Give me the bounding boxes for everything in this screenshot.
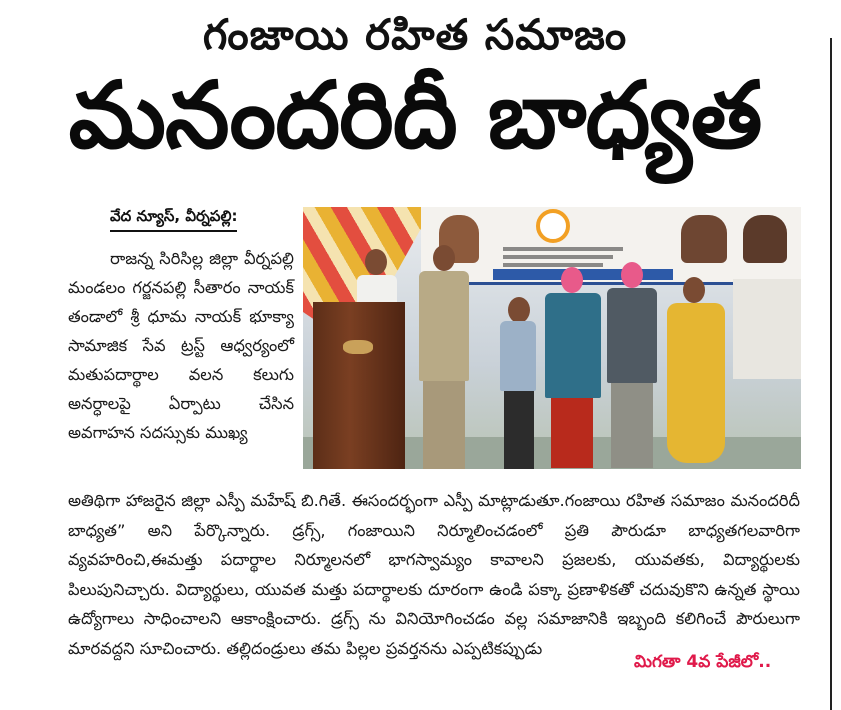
column-divider (830, 38, 832, 710)
headline: మనందరిదీ బాధ్యత (68, 62, 762, 169)
dateline: వేద న్యూస్, వీర్నపల్లి: (110, 207, 237, 232)
event-banner (421, 207, 801, 285)
guest-of-honour-board (733, 279, 801, 379)
trust-logo (536, 209, 570, 243)
event-photo (303, 207, 801, 469)
banner-portrait (681, 215, 727, 263)
article-body-text: అతిథిగా హాజరైన జిల్లా ఎస్పీ మహేష్ బి.గితే. ఈసందర్భంగా ఎస్పీ మాట్లాడుతూ.గంజాయి రహిత సమాజం మనందరిదీ బాధ్యత” అని పేర్కొన్నారు. డ్రగ్స్, గంజాయిని నిర్మూలించడంలో ప్రతి పౌరుడూ బాధ్యతగలవారిగా వ్యవహరించి,ఈమత్తు పదార్థాల నిర్మూలనలో భాగస్వామ్యం కావాలని ప్రజలకు, యువతకు, విద్యార్థులకు పిలుపునిచ్చారు. విద్యార్థులు, యువత మత్తు పదార్థాలకు దూరంగా ఉండి పక్కా ప్రణాళికతో చదువుకొని ఉన్నత స్థాయి ఉద్యోగాలు సాధించాలని ఆకాంక్షించారు. డ్రగ్స్ ను వినియోగించడం వల్ల సమాజానికి ఇబ్బంది కలిగించే పౌరులుగా మారవద్దని సూచించారు. తల్లిదండ్రులు తమ పిల్లల ప్రవర్తనను ఎప్పటికప్పుడు (68, 491, 800, 658)
podium (313, 302, 405, 469)
continued-on-page: మిగతా 4వ పేజీలో.. (634, 652, 772, 672)
headline-kicker: గంజాయి రహిత సమాజం (202, 10, 628, 59)
banner-portrait (743, 215, 787, 263)
podium-crest (343, 340, 373, 354)
article-column-text: రాజన్న సిరిసిల్ల జిల్లా వీర్నపల్లి మండలం గర్జనపల్లి సీతారం నాయక్ తండాలో శ్రీ ధూమ నాయక్ భూక్యా సామాజిక సేవ ట్రస్ట్ ఆధ్వర్యంలో మతుపదార్థాల వలన కలుగు అనర్ధాలపై ఏర్పాటు చేసిన అవగాహన సదస్సుకు ముఖ్య (68, 249, 294, 442)
banner-strip (493, 269, 673, 280)
